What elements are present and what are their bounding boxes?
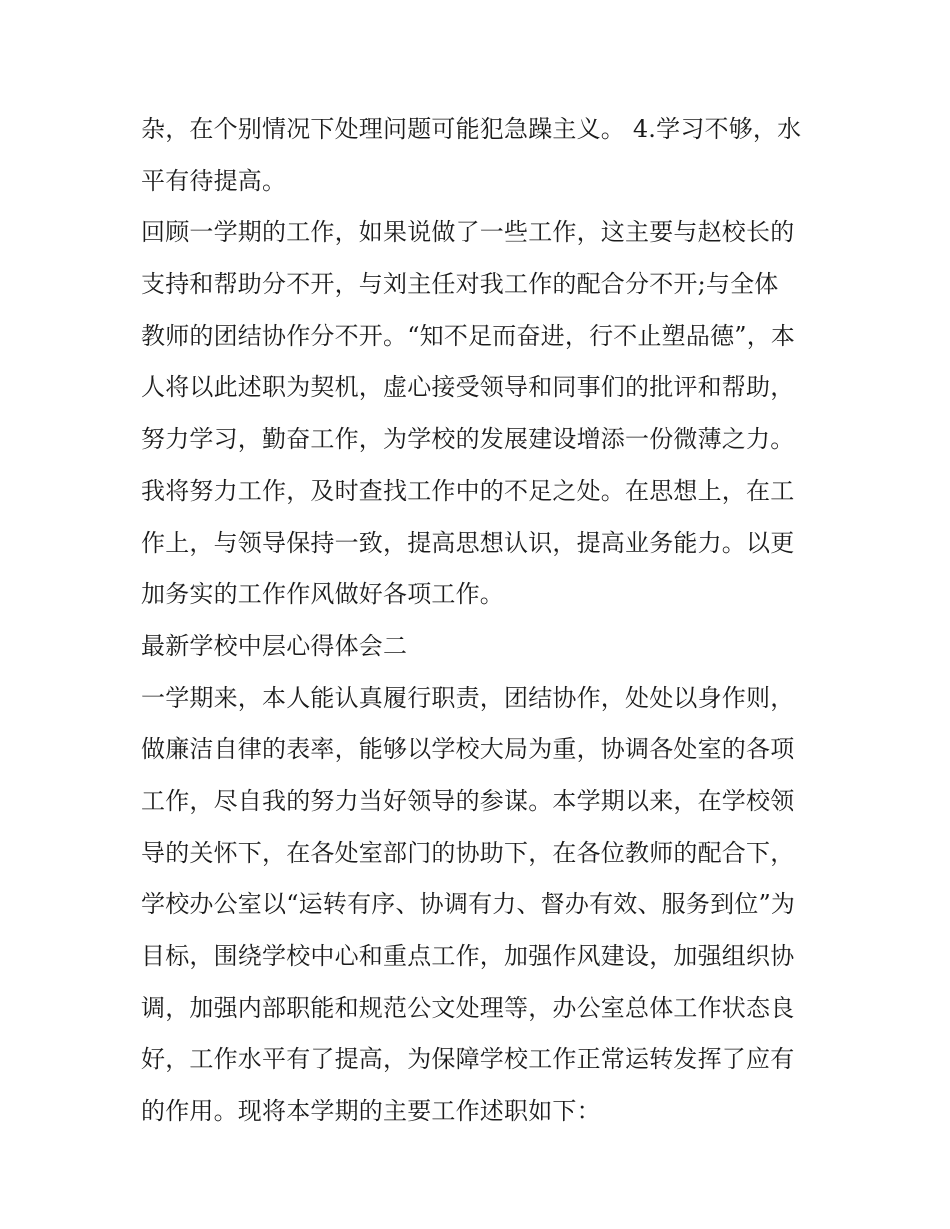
text-line: 杂，在个别情况下处理问题可能犯急躁主义。 4.学习不够，水 [141,115,802,143]
section-heading: 最新学校中层心得体会二 [141,631,408,660]
text-line: 做廉洁自律的表率，能够以学校大局为重，协调各处室的各项 [141,735,795,764]
text-line: 工作，尽自我的努力当好领导的参谋。本学期以来，在学校领 [141,786,795,815]
text-line: 平有待提高。 [141,166,287,195]
text-line: 导的关怀下，在各处室部门的协助下，在各位教师的配合下， [141,838,795,867]
text-line: 教师的团结协作分不开。“知不足而奋进，行不止塑品德”，本 [141,321,796,350]
text-line: 一学期来，本人能认真履行职责，团结协作，处处以身作则， [141,683,795,712]
text-line: 的作用。现将本学期的主要工作述职如下： [141,1097,601,1126]
text-line: 人将以此述职为契机，虚心接受领导和同事们的批评和帮助， [141,373,795,402]
text-line: 我将努力工作，及时查找工作中的不足之处。在思想上，在工 [141,476,795,505]
text-line: 支持和帮助分不开，与刘主任对我工作的配合分不开;与全体 [141,270,779,299]
text-line: 回顾一学期的工作，如果说做了一些工作，这主要与赵校长的 [141,218,795,247]
text-line: 努力学习，勤奋工作，为学校的发展建设增添一份微薄之力。 [141,425,795,454]
text-line: 加务实的工作作风做好各项工作。 [141,580,504,609]
text-line: 目标，围绕学校中心和重点工作，加强作风建设，加强组织协 [141,942,795,970]
text-line: 好，工作水平有了提高，为保障学校工作正常运转发挥了应有 [141,1045,795,1074]
text-line: 调，加强内部职能和规范公文处理等，办公室总体工作状态良 [141,993,795,1022]
text-line: 作上，与领导保持一致，提高思想认识，提高业务能力。以更 [141,528,795,557]
text-line: 学校办公室以“运转有序、协调有力、督办有效、服务到位”为 [141,890,796,919]
document-body [141,104,816,1138]
